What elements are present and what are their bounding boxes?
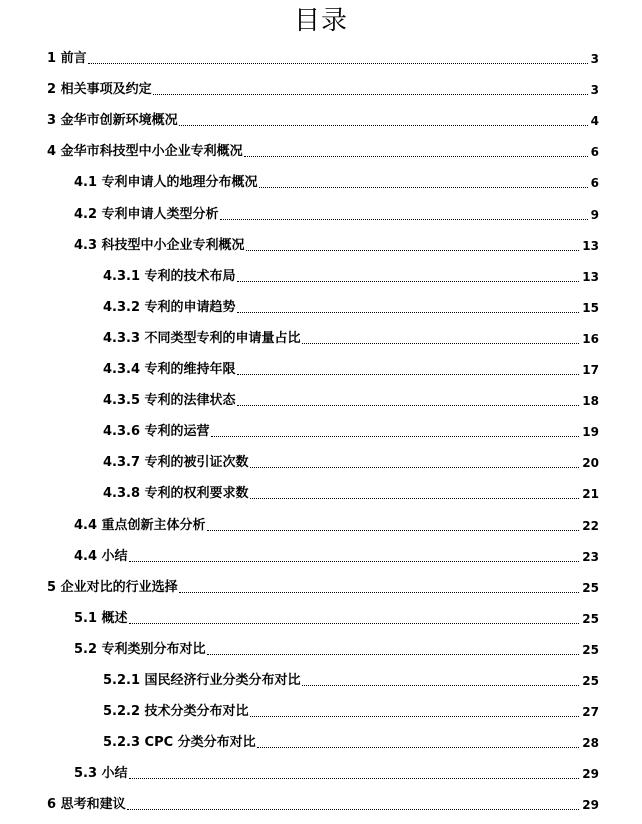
toc-page-number: 4: [590, 114, 599, 129]
toc-entry-label: 4.3 科技型中小企业专利概况: [74, 237, 245, 253]
toc-dot-leader: [207, 530, 580, 531]
toc-page-number: 15: [582, 300, 599, 315]
toc-page-number: 22: [582, 518, 599, 533]
toc-entry-label: 5.2.3 CPC 分类分布对比: [103, 735, 256, 751]
toc-dot-leader: [302, 685, 580, 686]
toc-page-number: 18: [582, 394, 599, 409]
toc-page-number: 13: [582, 238, 599, 253]
toc-page-number: 9: [590, 207, 599, 222]
toc-dot-leader: [153, 94, 588, 95]
toc-entry[interactable]: [74, 202, 599, 224]
toc-dot-leader: [244, 156, 588, 157]
toc-entry-label: 4.3.8 专利的权利要求数: [103, 486, 249, 502]
toc-entry[interactable]: [103, 295, 599, 317]
toc-dot-leader: [237, 405, 580, 406]
toc-dot-leader: [129, 561, 580, 562]
toc-entry[interactable]: [103, 388, 599, 410]
toc-page-number: 25: [582, 674, 599, 688]
toc-dot-leader: [211, 436, 580, 437]
toc-entry[interactable]: [47, 108, 599, 130]
toc-dot-leader: [129, 778, 580, 779]
toc-dot-leader: [207, 654, 580, 655]
toc-entry-label: 5.2.2 技术分类分布对比: [103, 704, 249, 720]
toc-page-number: 28: [582, 736, 599, 751]
toc-entry[interactable]: [74, 544, 599, 566]
toc-page-number: 23: [582, 549, 599, 564]
toc-dot-leader: [250, 716, 580, 717]
toc-page-number: 19: [582, 425, 599, 440]
toc-dot-leader: [259, 187, 588, 188]
toc-entry-label: 4.3.2 专利的申请趋势: [103, 299, 236, 315]
toc-entry[interactable]: [47, 575, 599, 597]
toc-entry-label: 4.4 小结: [74, 548, 128, 564]
toc-dot-leader: [250, 498, 580, 499]
toc-entry-label: 4.4 重点创新主体分析: [74, 517, 206, 533]
toc-page-number: 13: [582, 269, 599, 284]
toc-entry[interactable]: [74, 606, 599, 628]
toc-entry-label: 5 企业对比的行业选择: [47, 579, 178, 595]
toc-entry[interactable]: [47, 46, 599, 68]
toc-entry-label: 2 相关事项及约定: [47, 82, 152, 98]
toc-dot-leader: [246, 250, 580, 251]
toc-entry-label: 4 金华市科技型中小企业专利概况: [47, 144, 243, 160]
toc-entry-label: 4.3.5 专利的法律状态: [103, 393, 236, 409]
toc-page-number: 6: [590, 145, 599, 160]
toc-entry[interactable]: [74, 761, 599, 783]
toc-entry[interactable]: [47, 77, 599, 99]
toc-page-number: 27: [582, 705, 599, 720]
toc-dot-leader: [129, 623, 580, 624]
toc-entry-label: 4.3.6 专利的运营: [103, 424, 210, 440]
toc-entry-label: 3 金华市创新环境概况: [47, 113, 178, 129]
toc-entry[interactable]: [103, 419, 599, 441]
toc-dot-leader: [179, 125, 588, 126]
toc-page-number: 29: [582, 798, 599, 813]
toc-entry-label: 5.2 专利类别分布对比: [74, 641, 206, 657]
toc-dot-leader: [257, 747, 580, 748]
toc-entry-label: 5.3 小结: [74, 766, 128, 782]
toc-page-number: 21: [582, 487, 599, 502]
toc-entry-label: 6 思考和建议: [47, 797, 126, 813]
toc-entry[interactable]: [74, 637, 599, 659]
toc-entry-label: 4.3.3 不同类型专利的申请量占比: [103, 330, 301, 346]
page-title: 目录: [293, 6, 348, 36]
toc-entry[interactable]: [103, 450, 599, 472]
toc-entry[interactable]: [103, 668, 599, 690]
toc-dot-leader: [237, 281, 580, 282]
toc-entry[interactable]: [74, 513, 599, 535]
toc-page-number: 25: [582, 611, 599, 626]
toc-entry-label: 1 前言: [47, 51, 87, 66]
toc-entry[interactable]: [103, 264, 599, 286]
toc-page-number: 25: [582, 580, 599, 595]
toc-dot-leader: [179, 592, 580, 593]
toc-page-number: 6: [590, 176, 599, 191]
toc-page-number: 29: [582, 767, 599, 782]
toc-entry-label: 5.1 概述: [74, 610, 128, 626]
toc-entry-label: 4.2 专利申请人类型分析: [74, 206, 219, 222]
toc-entry[interactable]: [103, 730, 599, 752]
toc-dot-leader: [237, 312, 580, 313]
toc-page-number: 3: [590, 52, 599, 66]
toc-dot-leader: [127, 809, 580, 810]
toc-page-number: 17: [582, 363, 599, 377]
toc-entry[interactable]: [74, 170, 599, 192]
toc-entry-label: 4.3.1 专利的技术布局: [103, 268, 236, 284]
toc-entry[interactable]: [74, 233, 599, 255]
toc-dot-leader: [88, 63, 588, 64]
toc-entry[interactable]: [47, 792, 599, 814]
toc-entry-label: 4.3.4 专利的维持年限: [103, 362, 236, 377]
toc-page-number: 25: [582, 642, 599, 657]
toc-entry[interactable]: [103, 357, 599, 379]
toc-entry[interactable]: [47, 139, 599, 161]
toc-entry-label: 5.2.1 国民经济行业分类分布对比: [103, 673, 301, 688]
toc-page-number: 16: [582, 331, 599, 346]
toc-entry[interactable]: [103, 481, 599, 503]
toc-dot-leader: [302, 343, 580, 344]
toc-dot-leader: [220, 219, 588, 220]
toc-page-number: 3: [590, 83, 599, 98]
toc-entry-label: 4.1 专利申请人的地理分布概况: [74, 175, 258, 191]
toc-entry-label: 4.3.7 专利的被引证次数: [103, 455, 249, 471]
toc-entry[interactable]: [103, 699, 599, 721]
toc-entry[interactable]: [103, 326, 599, 348]
toc-dot-leader: [237, 374, 580, 375]
toc-page-number: 20: [582, 456, 599, 471]
toc-dot-leader: [250, 467, 580, 468]
